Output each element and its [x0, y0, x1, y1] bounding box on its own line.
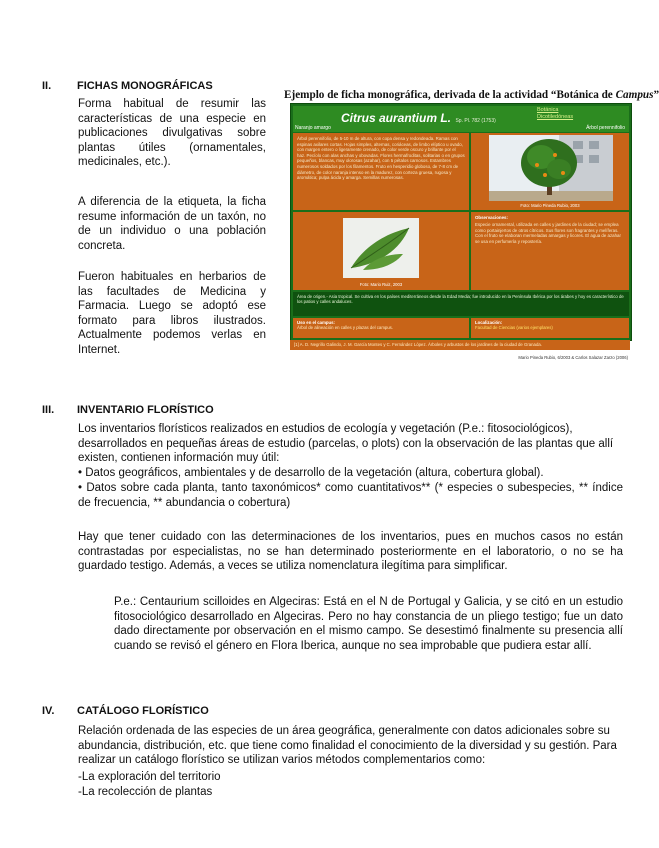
- section-3-bullet-1: • Datos geográficos, ambientales y de desarrollo de la vegetación (altura, cobertura global).: [78, 467, 544, 479]
- section-2-para-2: A diferencia de la etiqueta, la ficha resume información de un taxón, no de un individuo o una población concreta.: [78, 196, 266, 252]
- ficha-caption: Ejemplo de ficha monográfica, derivada de la actividad “Botánica de Campus”: [284, 89, 659, 101]
- link-botanica[interactable]: Botánica: [537, 107, 559, 113]
- campus-use-text: Árbol de alineación en calles y plazas del campus.: [297, 325, 394, 331]
- section-3-example: P.e.: Centaurium scilloides en Algeciras: Está en el N de Portugal y Galicia, y se citó en un estudio fitosociológico desarrollado en Algeciras. Pero no hay constancia de un pliego testigo; fue un dato dado directamente por observación en el mismo campo. Se desestimó finalmente su presencia allí cuando se revisó el género en Flora Iberica, aunque no sea improbable que pudiera estar allí.: [114, 596, 623, 652]
- leaf-photo-credit: Foto: Mario Ruiz, 2003: [359, 282, 403, 287]
- section-2-para-3: Fueron habituales en herbarios de las facultades de Medicina y Farmacia. Luego se adoptó ese formato para libros ilustrados. Actualmente podemos verlas en Internet.: [78, 271, 266, 356]
- species-name: Citrus aurantium L.: [341, 111, 452, 125]
- leaf-photo-image: [343, 218, 419, 278]
- tree-photo-credit: Foto: Mario Pineda Rubio, 2003: [520, 203, 580, 208]
- section-3-number: III.: [42, 404, 55, 416]
- campus-use-title: Uso en el campus:: [297, 320, 335, 325]
- section-4-item-1: -La exploración del territorio: [78, 771, 221, 783]
- section-3-para-1: Los inventarios florísticos realizados en estudios de ecología y vegetación (P.e.: fitosociológicos), desarrollados en pequeñas áreas de estudio (parcelas, o plots) con la observación de las plantas que allí existen, contienen información muy útil:: [78, 423, 614, 465]
- observations-title: Observaciones:: [475, 215, 508, 220]
- origin-band: Área de origen.- Asia tropical. Se cultiva en los países mediterráneos desde la Edad Media; fue introducido en la Península Ibérica por los árabes y hoy es característico de los patios y calles andaluces.: [293, 292, 629, 316]
- leaf-photo-panel: [293, 212, 469, 290]
- location-title: Localización:: [475, 320, 503, 325]
- observations-text: Especie ornamental, utilizada en calles y jardines de la ciudad; se emplea como portainjertos de otros cítricos. Sus flores son fragrantes y melíferas. Con el fruto se elaboran mermeladas amargas y licores. El agua de azahar se usa en perfumería y repostería.: [475, 222, 621, 244]
- section-3-title: INVENTARIO FLORÍSTICO: [77, 404, 214, 416]
- campus-use-box: [293, 318, 469, 338]
- section-2-title: FICHAS MONOGRÁFICAS: [77, 80, 213, 92]
- tree-photo-image: [489, 135, 613, 201]
- description-text: Árbol perennifolio, de 5-10 m de altura, con copa densa y redondeada. Ramas con espinas axilares cortas. Hojas simples, alternas, coriáceas, de limbo elíptico u ovado, con margen entero o ligeramente crenado, de color verde oscuro y brillante por el haz. Pecíolo con alas anchas y obovadas. Flores hermafroditas, solitarias o en grupos pequeños, blancas, muy olorosas (azahar), con 5 pétalos carnosos. Estambres numerosos soldados por los filamentos. Fruto en hesperidio globoso, de 7-8 cm de diámetro, de color naranja intenso en la madurez, con corteza gruesa, rugosa y aromática; pulpa ácida y amarga. Semillas numerosas.: [297, 136, 465, 181]
- link-dicotiledoneas[interactable]: Dicotiledóneas: [537, 113, 574, 120]
- section-3-para-2: Hay que tener cuidado con las determinaciones de los inventarios, pues en muchos casos no están contrastadas por especialistas, no se han determinado posteriormente en el laboratorio, o no se ha guardado testigo. Además, a veces se utiliza nomenclatura ilegítima para simplificar.: [78, 531, 623, 573]
- ficha-author-credit: Mario Pineda Rubio, 6/2003 & Carlos Salazar Zarzo (2006): [518, 355, 628, 360]
- ficha-card: [290, 103, 632, 341]
- description-box: [293, 133, 469, 210]
- section-4-title: CATÁLOGO FLORÍSTICO: [77, 705, 209, 717]
- section-4-number: IV.: [42, 705, 55, 717]
- location-text: Facultad de Ciencias (varios ejemplares): [475, 325, 553, 331]
- habit-label: Árbol perennifolio: [586, 125, 625, 131]
- ficha-links: [537, 107, 573, 120]
- tree-photo-panel: [471, 133, 629, 210]
- section-3-bullet-2: • Datos sobre cada planta, tanto taxonómicos* como cuantitativos** (* especies o subespecies, ** índice de frecuencia, ** abundancia o cobertura): [78, 482, 623, 509]
- location-box: [471, 318, 629, 338]
- section-4-item-2: -La recolección de plantas: [78, 786, 213, 798]
- common-name: Naranjo amargo: [295, 125, 331, 131]
- ficha-species-title: [341, 109, 496, 127]
- section-2-para-1: Forma habitual de resumir las características de una especie en publicaciones divulgativas sobre plantas útiles (ornamentales, medicinales, etc.).: [78, 98, 266, 169]
- ficha-reference: [1] A. D. Negrillo Galindo, J. M. García Montes y C. Fernández López. Árboles y arbustos de los jardines de la ciudad de Granada.: [290, 340, 630, 350]
- section-4-para-1: Relación ordenada de las especies de un área geográfica, generalmente con datos adicionales sobre su abundancia, distribución, etc. que tiene como finalidad el conocimiento de la diversidad y su gestión. Para realizar un catálogo florístico se utilizan varios métodos complementarios como:: [78, 725, 617, 767]
- observations-box: [471, 212, 629, 290]
- species-author: Sp. Pl. 782 (1753): [455, 118, 496, 124]
- section-2-number: II.: [42, 80, 52, 92]
